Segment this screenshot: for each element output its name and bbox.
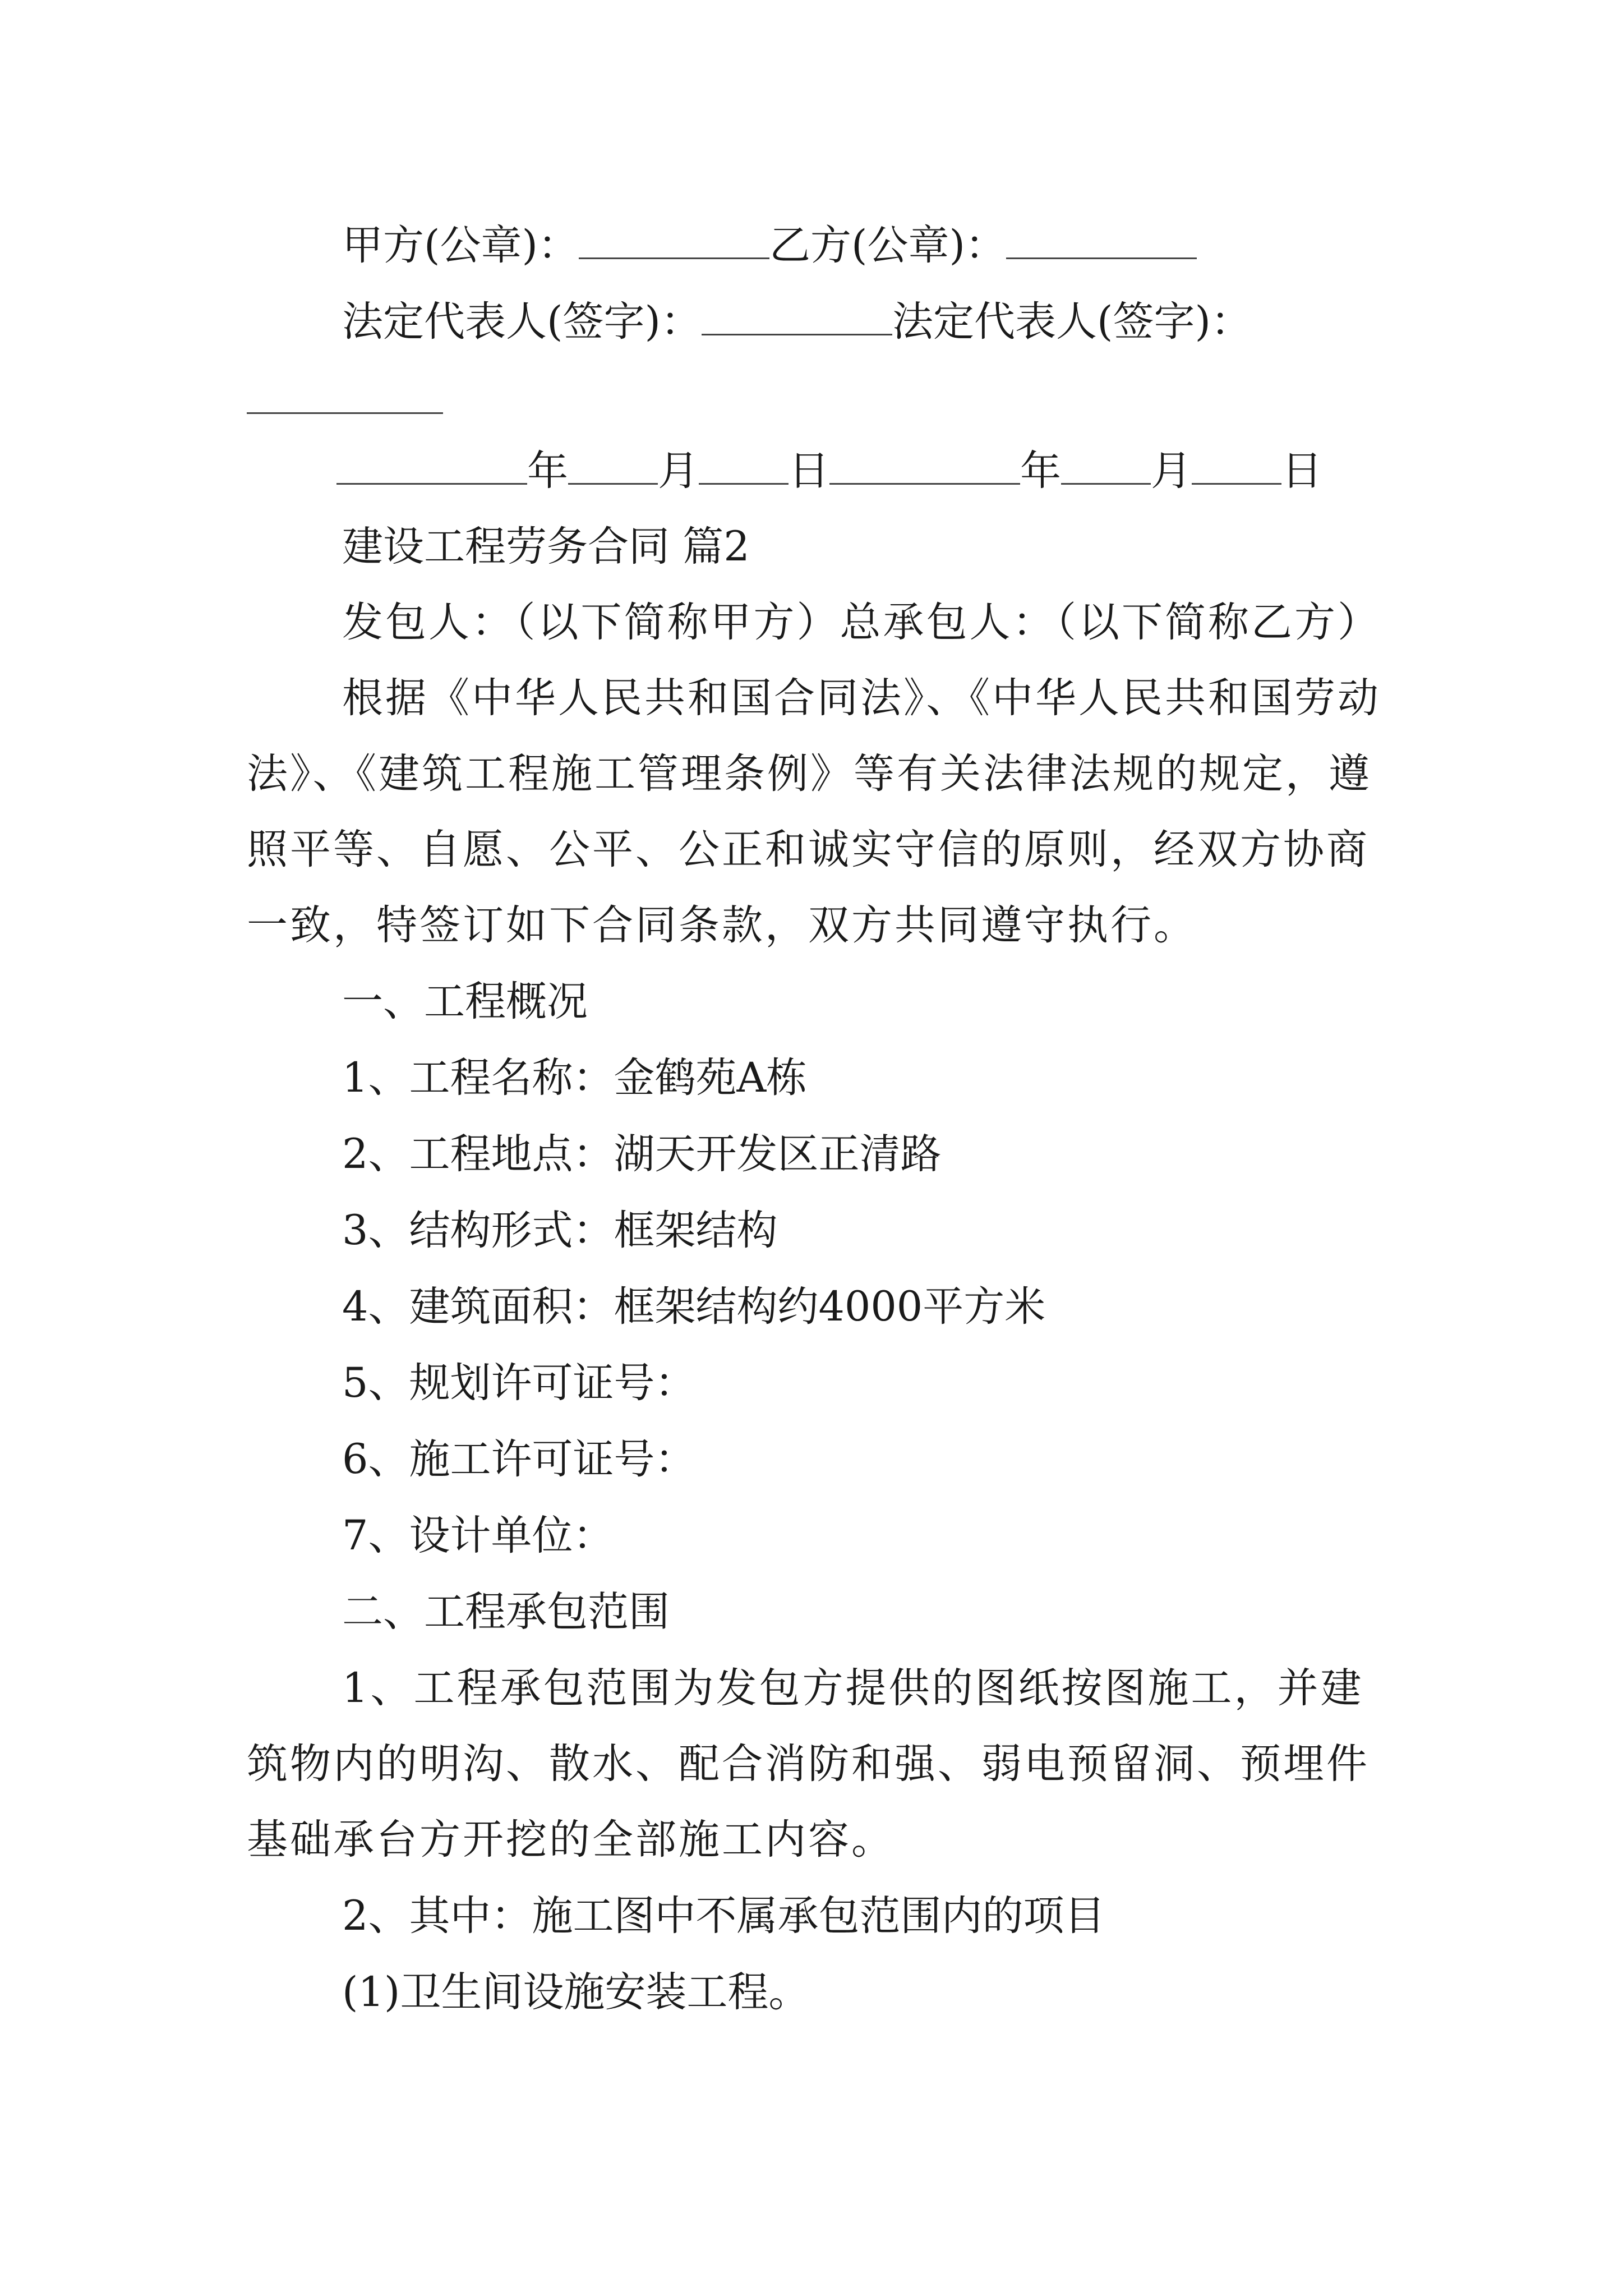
section2-para1-line-3: 基础承台方开挖的全部施工内容。 [247, 1816, 895, 1864]
parties-line: 发包人：（以下简称甲方）总承包人：（以下简称乙方） [342, 599, 1381, 646]
preamble-line-1: 根据《中华人民共和国合同法》、《中华人民共和国劳动 [342, 674, 1381, 722]
legal-rep-b-label: 法定代表人(签字)： [892, 298, 1252, 346]
section2-para1-line-1: 1、工程承包范围为发包方提供的图纸按图施工，并建 [342, 1664, 1364, 1712]
section1-item-2: 2、工程地点：湖天开发区正清路 [342, 1130, 942, 1178]
preamble-line-4: 一致，特签订如下合同条款，双方共同遵守执行。 [247, 901, 1197, 949]
preamble-line-2: 法》、《建筑工程施工管理条例》等有关法律法规的规定，遵 [247, 750, 1372, 798]
legal-rep-a-label: 法定代表人(签字)： [342, 298, 702, 346]
date-b-year-blank [829, 444, 1020, 485]
date-a-month-blank [568, 444, 658, 485]
section1-item-6: 6、施工许可证号： [342, 1435, 696, 1483]
party-b-seal-blank [1006, 218, 1197, 259]
date-a-month: 月 [658, 447, 699, 495]
party-b-seal-label: 乙方(公章)： [769, 222, 1006, 269]
section2-title: 二、工程承包范围 [342, 1588, 670, 1636]
section1-item-5: 5、规划许可证号： [342, 1359, 696, 1407]
date-b-day-blank [1192, 444, 1281, 485]
date-b-month: 月 [1151, 447, 1192, 495]
section1-title: 一、工程概况 [342, 978, 588, 1025]
date-a-year-blank [336, 444, 527, 485]
section2-para2: 2、其中：施工图中不属承包范围内的项目 [342, 1892, 1105, 1940]
section1-item-4: 4、建筑面积：框架结构约4000平方米 [342, 1283, 1046, 1331]
date-a-day: 日 [789, 447, 829, 495]
party-a-seal-blank [579, 218, 769, 259]
date-line [336, 443, 1322, 499]
date-b-year: 年 [1020, 447, 1061, 495]
contract-heading: 建设工程劳务合同 篇2 [342, 523, 750, 570]
date-b-month-blank [1061, 444, 1151, 485]
legal-rep-line [342, 294, 1252, 350]
section1-item-3: 3、结构形式：框架结构 [342, 1207, 778, 1254]
party-a-seal-line [342, 218, 1197, 274]
section2-para1-line-2: 筑物内的明沟、散水、配合消防和强、弱电预留洞、预埋件 [247, 1740, 1370, 1788]
section2-item-1: (1)卫生间设施安装工程。 [342, 1968, 810, 2016]
date-b-day: 日 [1281, 447, 1322, 495]
preamble-line-3: 照平等、自愿、公平、公正和诚实守信的原则，经双方协商 [247, 826, 1370, 873]
date-a-day-blank [699, 444, 789, 485]
legal-rep-b-blank [247, 367, 443, 414]
party-a-seal-label: 甲方(公章)： [342, 222, 579, 269]
section1-item-1: 1、工程名称：金鹤苑A栋 [342, 1054, 808, 1102]
legal-rep-a-blank [702, 295, 892, 335]
date-a-year: 年 [527, 447, 568, 495]
section1-item-7: 7、设计单位： [342, 1512, 614, 1559]
